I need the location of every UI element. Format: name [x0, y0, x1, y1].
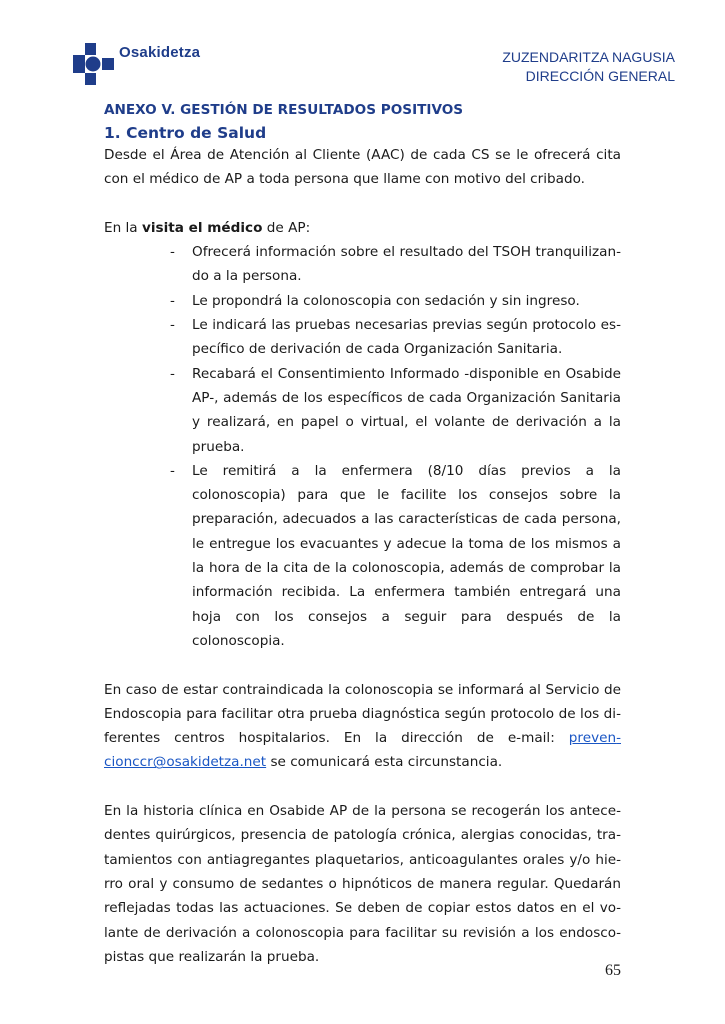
contraindication-text: En caso de estar contraindicada la colonoscopia se informará al Servicio de Endoscopia para facilitar otra prueba diagnóstica según protocolo de los diferentes centros hospitalarios. En la dirección de e-mail:: [104, 681, 621, 747]
contraindication-paragraph: [104, 678, 621, 775]
email-link[interactable]: prevencionccr@osakidetza.net: [104, 730, 621, 771]
list-item: - Ofrecerá información sobre el resultado del TSOH tranquilizando a la persona.: [104, 240, 621, 289]
visit-intro-prefix: En la: [104, 219, 142, 236]
visit-intro-bold: visita el médico: [141, 219, 263, 236]
annex-title: ANEXO V. GESTIÓN DE RESULTADOS POSITIVOS: [104, 102, 464, 118]
visit-intro-suffix: de AP:: [262, 219, 311, 236]
visit-actions-list: [104, 240, 621, 653]
list-item: - Recabará el Consentimiento Informado -disponible en Osabide AP-, además de los específicos de cada Organización Sanitaria y realizará, en papel o virtual, el volante de derivación a la prueba.: [104, 362, 621, 459]
list-item: - Le remitirá a la enfermera (8/10 días previos a la colonoscopia) para que le facilite los consejos sobre la preparación, adecuados a las características de cada persona, le entregue los evacuantes y adecue la toma de los mismos a la hora de la cita de la colonoscopia, además de comprobar la información recibida. La enfermera también entregará una hoja con los consejos a seguir para después de la colonoscopia.: [104, 459, 621, 653]
department-header: [502, 48, 675, 86]
logo-text: Osakidetza: [119, 44, 201, 61]
dept-line-basque: ZUZENDARITZA NAGUSIA: [502, 49, 675, 65]
intro-paragraph: Desde el Área de Atención al Cliente (AAC) de cada CS se le ofrecerá cita con el médico de AP a toda persona que llame con motivo del cribado.: [104, 147, 621, 188]
osakidetza-logo: [72, 42, 222, 88]
page-number: 65: [605, 962, 621, 979]
visit-intro: [104, 216, 621, 240]
dept-line-spanish: DIRECCIÓN GENERAL: [525, 68, 675, 84]
history-paragraph: En la historia clínica en Osabide AP de la persona se recogerán los antecedentes quirúrgicos, presencia de patología crónica, alergias conocidas, tratamientos con antiagregantes plaquetarios, anticoagulantes orales y/o hierro oral y consumo de sedantes o hipnóticos de manera regular. Quedarán reflejadas todas las actuaciones. Se deben de copiar estos datos en el volante de derivación a colonoscopia para facilitar su revisión a los endoscopistas que realizarán la prueba.: [104, 803, 621, 965]
section-title: 1. Centro de Salud: [104, 124, 267, 142]
list-item: - Le propondrá la colonoscopia con sedación y sin ingreso.: [104, 289, 621, 313]
contraindication-suffix: se comunicará esta circunstancia.: [266, 754, 503, 771]
list-item: - Le indicará las pruebas necesarias previas según protocolo específico de derivación de cada Organización Sanitaria.: [104, 313, 621, 362]
osakidetza-cross-icon: [72, 42, 116, 86]
document-body: [104, 97, 621, 969]
